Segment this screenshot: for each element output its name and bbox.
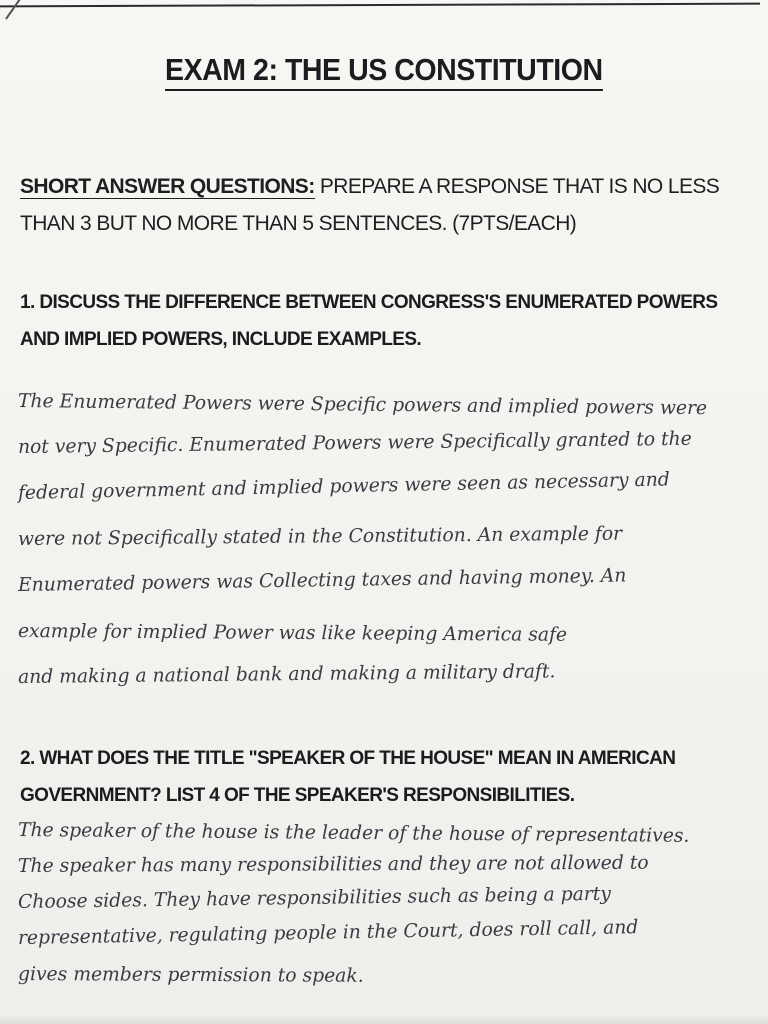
exam-title-text: EXAM 2: THE US CONSTITUTION (165, 52, 603, 91)
top-border-line (0, 3, 760, 8)
answer-line: The speaker has many responsibilities and they are not allowed to (17, 851, 649, 877)
question-2-prompt: 2. WHAT DOES THE TITLE "SPEAKER OF THE HOUSE" MEAN IN AMERICAN GOVERNMENT? LIST 4 OF THE SPEAKER'S RESPONSIBILITIES. (20, 748, 676, 806)
question-1-answer (18, 378, 758, 700)
answer-line: were not Specifically stated in the Constitution. An example for (17, 522, 623, 550)
answer-line: federal government and implied powers were seen as necessary and (17, 468, 671, 504)
answer-line: The speaker of the house is the leader of the house of representatives. (17, 819, 690, 847)
answer-line: representative, regulating people in the Court, does roll call, and (17, 916, 639, 949)
instructions (20, 168, 750, 242)
answer-line: gives members permission to speak. (17, 963, 364, 987)
question-2-answer (18, 812, 758, 992)
instructions-label: SHORT ANSWER QUESTIONS: (20, 175, 315, 198)
exam-title (0, 52, 768, 91)
question-1-prompt: 1. DISCUSS THE DIFFERENCE BETWEEN CONGRESS'S ENUMERATED POWERS AND IMPLIED POWERS, INCLUDE EXAMPLES. (20, 292, 718, 350)
answer-line: The Enumerated Powers were Specific powers and implied powers were (17, 390, 708, 420)
instructions-text: PREPARE A RESPONSE THAT IS NO LESS THAN 3 BUT NO MORE THAN 5 SENTENCES. (7PTS/EACH) (20, 175, 720, 235)
answer-line: not very Specific. Enumerated Powers were Specifically granted to the (17, 427, 692, 458)
answer-line: Choose sides. They have responsibilities such as being a party (17, 882, 612, 913)
answer-line: Enumerated powers was Collecting taxes and having money. An (17, 564, 627, 596)
pen-check-mark (5, 0, 22, 20)
page-bottom-shadow (0, 1014, 768, 1024)
answer-line: example for implied Power was like keeping America safe (17, 620, 568, 646)
answer-line: and making a national bank and making a military draft. (17, 660, 556, 688)
